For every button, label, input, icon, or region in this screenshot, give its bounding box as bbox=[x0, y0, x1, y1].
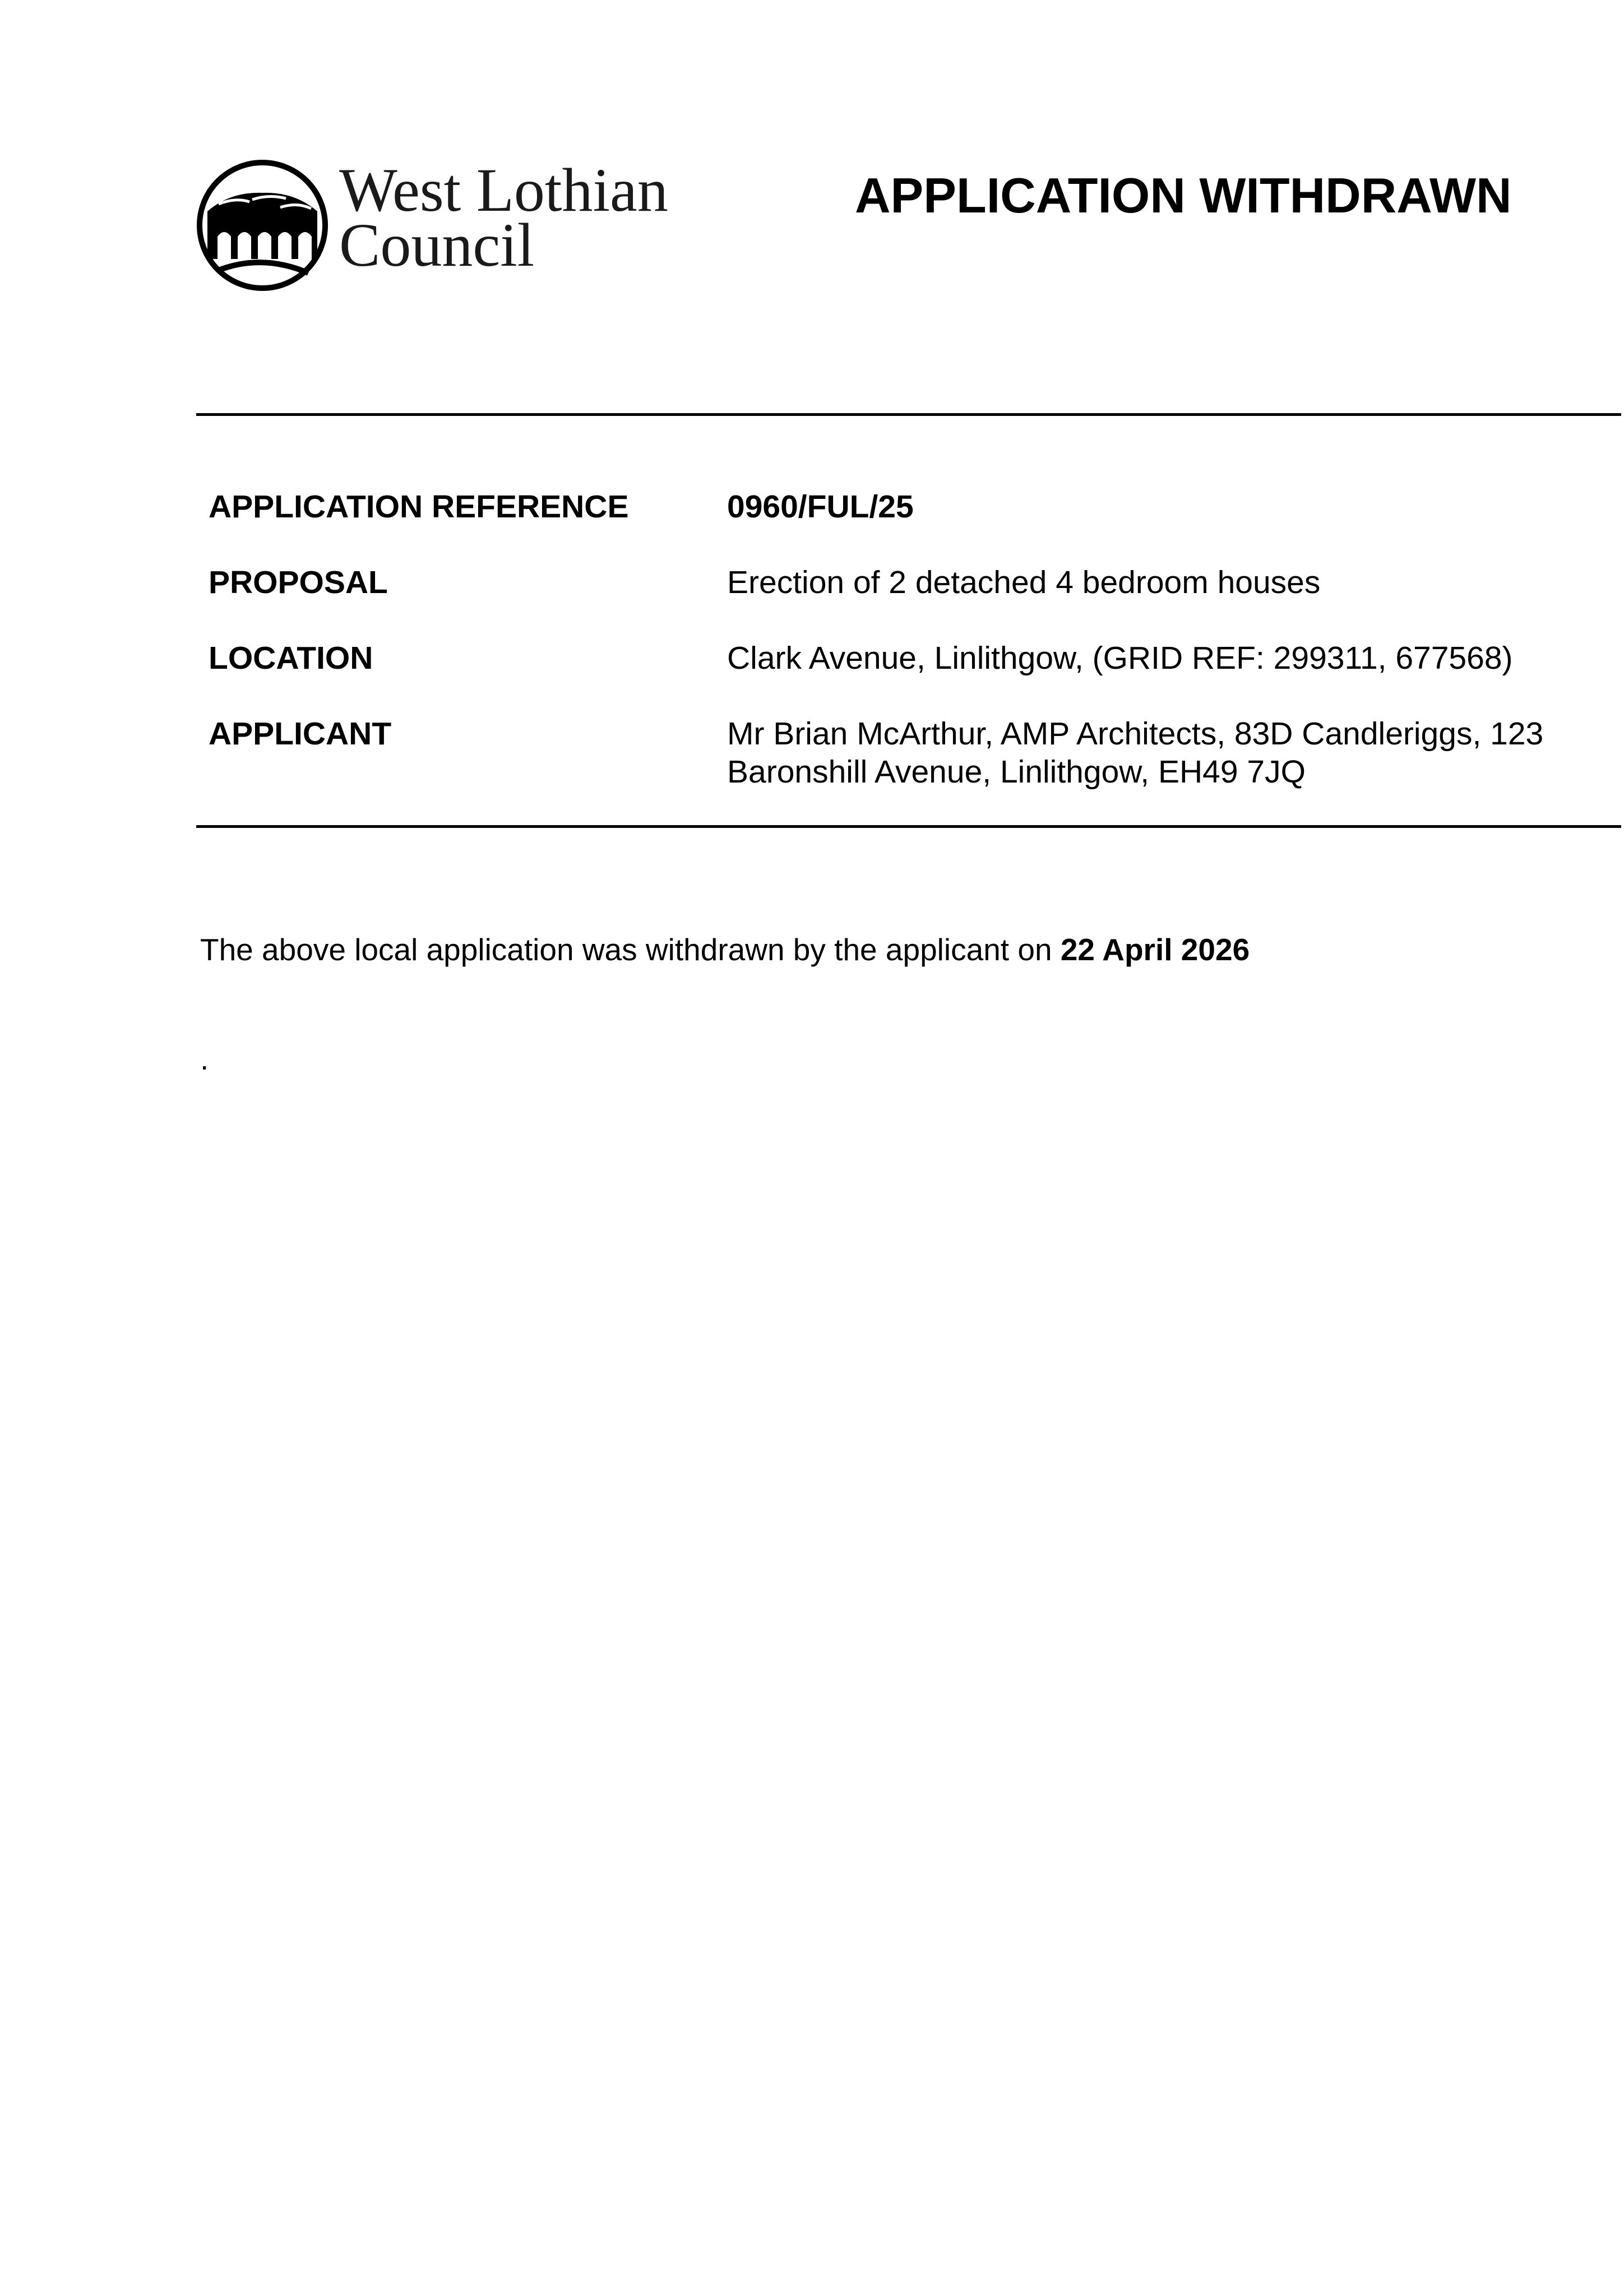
proposal-value: Erection of 2 detached 4 bedroom houses bbox=[727, 564, 1321, 600]
withdrawal-date: 22 April 2026 bbox=[1060, 932, 1250, 967]
document-title: APPLICATION WITHDRAWN bbox=[855, 168, 1512, 223]
proposal-label: PROPOSAL bbox=[209, 564, 388, 600]
trailing-mark: . bbox=[200, 1041, 209, 1076]
application-details bbox=[209, 488, 1610, 790]
reference-label: APPLICATION REFERENCE bbox=[209, 489, 629, 525]
reference-value: 0960/FUL/25 bbox=[727, 489, 914, 525]
top-divider bbox=[196, 413, 1621, 416]
detail-row-location bbox=[209, 639, 1610, 684]
detail-row-proposal bbox=[209, 563, 1610, 608]
location-label: LOCATION bbox=[209, 640, 373, 676]
council-logo bbox=[196, 158, 701, 293]
logo-line-2: Council bbox=[339, 211, 535, 279]
withdrawal-statement bbox=[200, 931, 1250, 969]
detail-row-applicant bbox=[209, 715, 1610, 790]
logo-line-1: West Lothian bbox=[339, 156, 668, 224]
detail-row-reference bbox=[209, 488, 1610, 533]
location-value: Clark Avenue, Linlithgow, (GRID REF: 299311, 677568) bbox=[727, 640, 1513, 676]
applicant-label: APPLICANT bbox=[209, 716, 392, 752]
logo-wordmark bbox=[339, 156, 668, 279]
bottom-divider bbox=[196, 825, 1621, 828]
viaduct-emblem-icon bbox=[200, 163, 325, 288]
statement-text: The above local application was withdrawn by the applicant on bbox=[200, 932, 1061, 967]
applicant-value: Mr Brian McArthur, AMP Architects, 83D Candleriggs, 123 Baronshill Avenue, Linlithgow, EH49 7JQ bbox=[727, 716, 1544, 790]
